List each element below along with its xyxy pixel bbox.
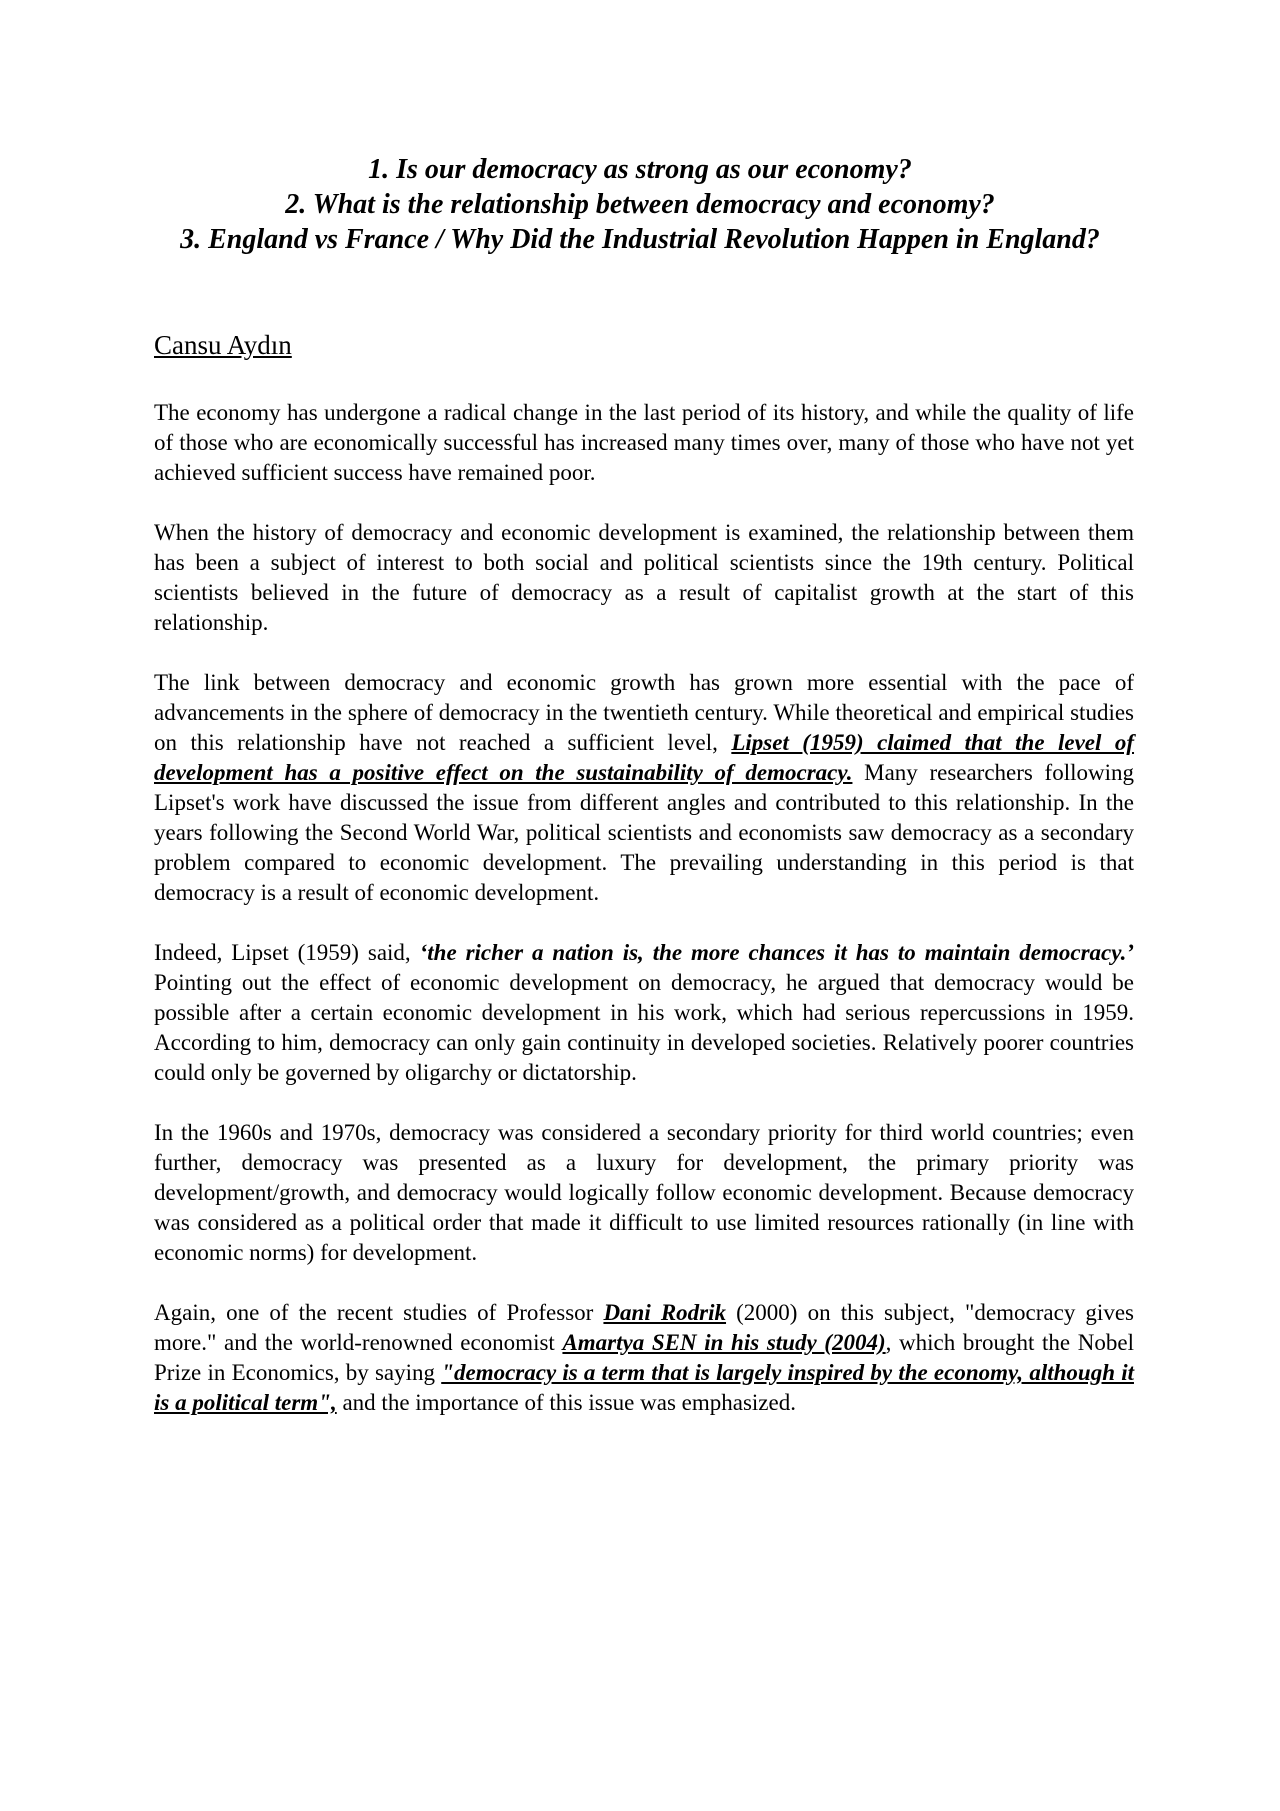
author-name: Cansu Aydın <box>154 330 292 360</box>
paragraph-2-text: When the history of democracy and economic development is examined, the relationship between them has been a subject of interest to both social and political scientists since the 19th century. Political scientists believed in the future of democracy as a result of capitalist growth at the start of this relationship. <box>154 520 1134 635</box>
paragraph-6-text-c: , which brought the Nobel Prize in Economics, by saying <box>154 1330 1134 1385</box>
sen-quote-emphasis: "democracy is a term that is largely inspired by the economy, although it is a political term", <box>154 1360 1134 1415</box>
paragraph-1 <box>154 398 1134 488</box>
title-block <box>150 152 1130 257</box>
paragraph-3-text-a: The link between democracy and economic growth has grown more essential with the pace of advancements in the sphere of democracy in the twentieth century. While theoretical and empirical studies on this relationship have not reached a sufficient level, <box>154 670 1134 755</box>
paragraph-6 <box>154 1298 1134 1418</box>
paragraph-4 <box>154 938 1134 1088</box>
paragraph-6-text-d: and the importance of this issue was emphasized. <box>336 1390 796 1415</box>
lipset-quote: ‘the richer a nation is, the more chances it has to maintain democracy.’ <box>419 940 1135 965</box>
paragraph-2 <box>154 518 1134 638</box>
title-line-1: 1. Is our democracy as strong as our economy? <box>368 154 912 185</box>
amartya-sen-emphasis: Amartya SEN in his study (2004) <box>562 1330 886 1355</box>
paragraph-5-text: In the 1960s and 1970s, democracy was considered a secondary priority for third world countries; even further, democracy was presented as a luxury for development, the primary priority was development/growth, and democracy would logically follow economic development. Because democracy was considered as a political order that made it difficult to use limited resources rationally (in line with economic norms) for development. <box>154 1120 1134 1265</box>
title-line-3: 3. England vs France / Why Did the Industrial Revolution Happen in England? <box>180 224 1100 255</box>
paragraph-1-text: The economy has undergone a radical change in the last period of its history, and while the quality of life of those who are economically successful has increased many times over, many of those who have not yet achieved sufficient success have remained poor. <box>154 400 1134 485</box>
paragraph-4-text-a: Indeed, Lipset (1959) said, <box>154 940 420 965</box>
paragraph-4-text-b: Pointing out the effect of economic development on democracy, he argued that democracy would be possible after a certain economic development in his work, which had serious repercussions in 1959. According to him, democracy can only gain continuity in developed societies. Relatively poorer countries could only be governed by oligarchy or dictatorship. <box>154 970 1134 1085</box>
lipset-claim-emphasis: Lipset (1959) claimed that the level of development has a positive effect on the sustainability of democracy. <box>154 730 1135 785</box>
paragraph-3 <box>154 668 1134 908</box>
title-line-2: 2. What is the relationship between democracy and economy? <box>285 189 995 220</box>
body-text <box>154 398 1134 1448</box>
dani-rodrik-emphasis: Dani Rodrik <box>603 1300 727 1325</box>
paragraph-6-text-a: Again, one of the recent studies of Professor <box>154 1300 604 1325</box>
paragraph-5 <box>154 1118 1134 1268</box>
paragraph-3-text-b: Many researchers following Lipset's work have discussed the issue from different angles and contributed to this relationship. In the years following the Second World War, political scientists and economists saw democracy as a secondary problem compared to economic development. The prevailing understanding in this period is that democracy is a result of economic development. <box>154 760 1134 905</box>
paragraph-6-text-b: (2000) on this subject, "democracy gives more." and the world-renowned economist <box>154 1300 1134 1355</box>
